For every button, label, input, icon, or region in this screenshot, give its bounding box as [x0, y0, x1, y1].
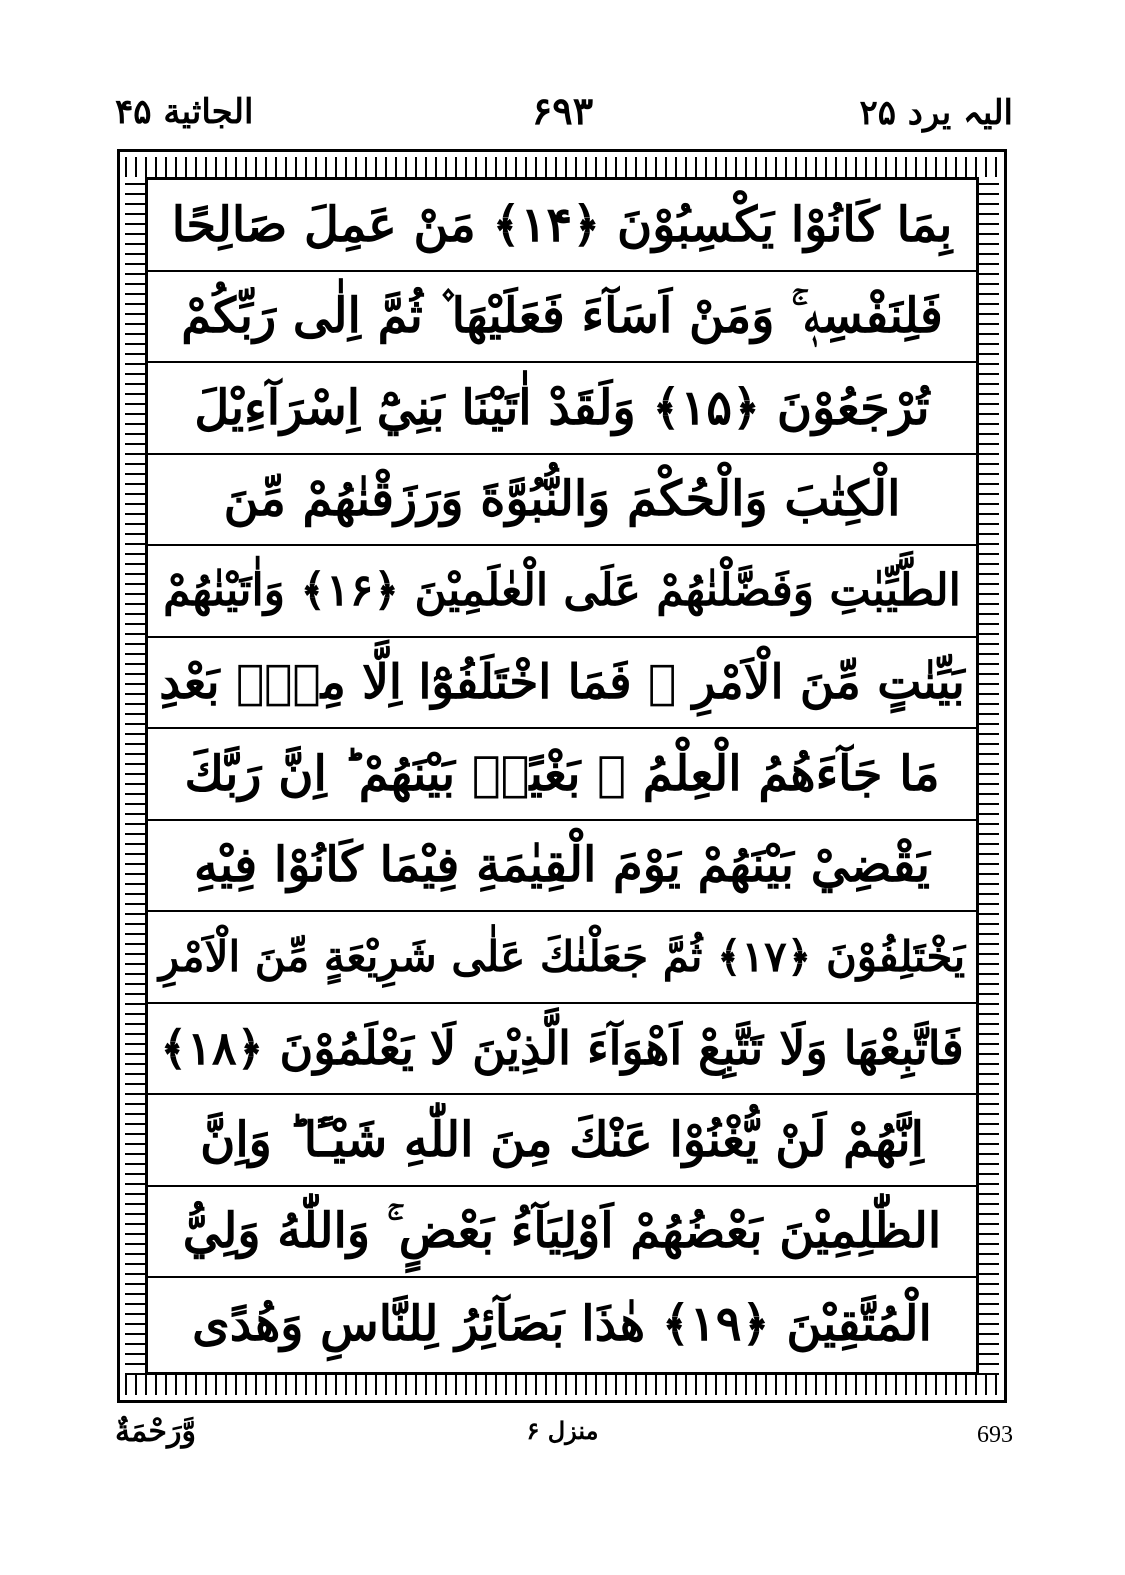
verse-line: الظّٰلِمِيْنَ بَعْضُهُمْ اَوْلِيَآءُ بَعْضٍ ۚ وَاللّٰهُ وَلِيُّ [148, 1187, 976, 1279]
verse-line: تُرْجَعُوْنَ ﴿۱۵﴾ وَلَقَدْ اٰتَيْنَا بَنِيْٓ اِسْرَآءِيْلَ [148, 363, 976, 455]
verse-line: الْكِتٰبَ وَالْحُكْمَ وَالنُّبُوَّةَ وَرَزَقْنٰهُمْ مِّنَ [148, 455, 976, 547]
verse-line: بَيِّنٰتٍ مِّنَ الْاَمْرِ ۚ فَمَا اخْتَلَفُوْٓا اِلَّا مِنْۢ بَعْدِ [148, 638, 976, 730]
verse-line: فَاتَّبِعْهَا وَلَا تَتَّبِعْ اَهْوَآءَ الَّذِيْنَ لَا يَعْلَمُوْنَ ﴿۱۸﴾ [148, 1004, 976, 1096]
verse-lines [148, 180, 976, 1372]
verse-line: بِمَا كَانُوْا يَكْسِبُوْنَ ﴿۱۴﴾ مَنْ عَمِلَ صَالِحًا [148, 180, 976, 272]
page-number-latin: 693 [977, 1422, 1013, 1448]
page-header [0, 88, 1125, 152]
manzil-label: منزل ۶ [526, 1416, 599, 1445]
verse-line: يَخْتَلِفُوْنَ ﴿۱۷﴾ ثُمَّ جَعَلْنٰكَ عَلٰى شَرِيْعَةٍ مِّنَ الْاَمْرِ [148, 912, 976, 1004]
juz-name: الیہ یرد ۲۵ [859, 93, 1013, 133]
page-footer [0, 1402, 1125, 1462]
page-number-arabic: ۶۹۳ [531, 88, 594, 133]
verse-line: الْمُتَّقِيْنَ ﴿۱۹﴾ هٰذَا بَصَآئِرُ لِلنَّاسِ وَهُدًى [192, 1296, 932, 1353]
verse-line: اِنَّهُمْ لَنْ يُّغْنُوْا عَنْكَ مِنَ اللّٰهِ شَيْـًٔا ؕ وَاِنَّ [148, 1095, 976, 1187]
surah-name: الجاثية ۴۵ [115, 92, 254, 132]
verse-line: الطَّيِّبٰتِ وَفَضَّلْنٰهُمْ عَلَى الْعٰلَمِيْنَ ﴿۱۶﴾ وَاٰتَيْنٰهُمْ [148, 546, 976, 638]
verse-line: فَلِنَفْسِهٖ ۚ وَمَنْ اَسَآءَ فَعَلَيْهَا ۫ ثُمَّ اِلٰى رَبِّكُمْ [148, 272, 976, 364]
verse-line: يَقْضِيْ بَيْنَهُمْ يَوْمَ الْقِيٰمَةِ فِيْمَا كَانُوْا فِيْهِ [148, 821, 976, 913]
verse-line: مَا جَآءَهُمُ الْعِلْمُ ۙ بَغْيًاۢ بَيْنَهُمْ ؕ اِنَّ رَبَّكَ [148, 729, 976, 821]
catchword: وَّرَحْمَةٌ [115, 1414, 196, 1449]
